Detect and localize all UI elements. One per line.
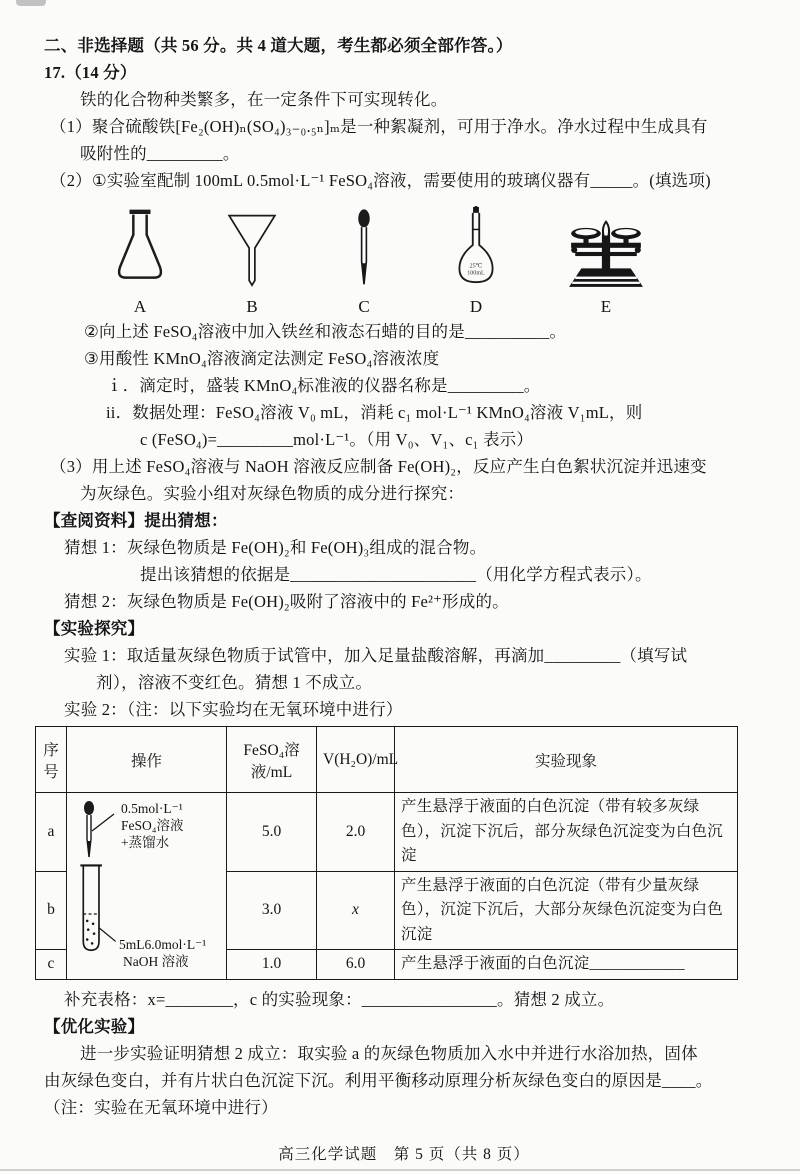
row-b-phenomenon: 产生悬浮于液面的白色沉淀（带有少量灰绿色），沉淀下沉后，大部分灰绿色沉淀变为白色沉淀 xyxy=(395,871,738,950)
experiment2-intro: 实验 2：（注：以下实验均在无氧环境中进行） xyxy=(64,700,403,719)
table-supplement-line: 补充表格：x=________，c 的实验现象：________________。猜想 2 成立。 xyxy=(64,989,615,1009)
row-a-id: a xyxy=(36,793,67,872)
experiment-table xyxy=(35,726,738,980)
question-number: 17.（14 分） xyxy=(44,63,137,82)
scan-artifact xyxy=(16,0,46,6)
row-c-water: 6.0 xyxy=(317,950,395,980)
row-c-id: c xyxy=(36,950,67,980)
funnel-icon xyxy=(225,208,279,290)
experiment1-line1: 实验 1：取适量灰绿色物质于试管中，加入足量盐酸溶解，再滴加_________（填写试 xyxy=(64,646,688,665)
glassware-option-a xyxy=(84,202,196,318)
part2-item3-ii-line2: c (FeSO₄)=_________mol·L⁻¹。（用 V₀、V₁、c₁ 表示） xyxy=(140,430,534,449)
part3-line1: （3）用上述 FeSO₄溶液与 NaOH 溶液反应制备 Fe(OH)₂，反应产生白色絮状沉淀并迅速变 xyxy=(50,457,707,476)
glassware-option-c xyxy=(308,202,420,318)
row-c-phenomenon: 产生悬浮于液面的白色沉淀____________ xyxy=(395,950,738,980)
erlenmeyer-flask-icon xyxy=(113,208,167,290)
guess1-basis-line: 提出该猜想的依据是______________________（用化学方程式表示）。 xyxy=(140,565,652,584)
tube-label-line1: 5mL6.0mol·L⁻¹ xyxy=(119,937,207,952)
glassware-label-a: A xyxy=(133,297,147,316)
part1-blank-line: 吸附性的_________。 xyxy=(80,144,240,163)
section-header: 二、非选择题（共 56 分。共 4 道大题，考生都必须全部作答。） xyxy=(44,36,513,55)
glassware-label-d: D xyxy=(469,297,483,316)
page-footer: 高三化学试题 第 5 页（共 8 页） xyxy=(278,1145,530,1163)
row-c-feso4: 1.0 xyxy=(227,950,317,980)
glassware-label-c: C xyxy=(358,297,370,316)
research-header: 【查阅资料】提出猜想： xyxy=(44,511,228,530)
part1-line1: （1）聚合硫酸铁[Fe₂(OH)ₙ(SO₄)₃₋₀.₅ₙ]ₘ是一种絮凝剂，可用于净水。净水过程中生成具有 xyxy=(50,117,708,136)
operation-diagram-cell xyxy=(67,793,227,980)
guess2-line: 猜想 2：灰绿色物质是 Fe(OH)₂吸附了溶液中的 Fe²⁺形成的。 xyxy=(64,592,509,611)
row-a-feso4: 5.0 xyxy=(227,793,317,872)
flask-temp-text: 25℃ xyxy=(469,263,483,270)
header-seq: 序号 xyxy=(36,727,67,793)
row-a-water: 2.0 xyxy=(317,793,395,872)
part2-item2: ②向上述 FeSO₄溶液中加入铁丝和液态石蜡的目的是__________。 xyxy=(84,322,567,341)
part3-line2: 为灰绿色。实验小组对灰绿色物质的成分进行探究： xyxy=(80,484,465,503)
tube-label-line2: NaOH 溶液 xyxy=(123,954,189,969)
row-a-phenomenon: 产生悬浮于液面的白色沉淀（带有较多灰绿色），沉淀下沉后，部分灰绿色沉淀变为白色沉淀 xyxy=(395,793,738,872)
header-water: V(H₂O)/mL xyxy=(317,727,395,793)
experiment1-line2: 剂），溶液不变红色。猜想 1 不成立。 xyxy=(96,673,373,692)
question-intro: 铁的化合物种类繁多，在一定条件下可实现转化。 xyxy=(80,90,448,109)
header-operation: 操作 xyxy=(67,727,227,793)
flask-volume-text: 100mL xyxy=(467,270,485,277)
optimization-line2: 由灰绿色变白，并有片状白色沉淀下沉。利用平衡移动原理分析灰绿色变白的原因是____。 xyxy=(44,1070,713,1090)
table-header-row xyxy=(36,727,738,793)
guess1-line: 猜想 1：灰绿色物质是 Fe(OH)₂和 Fe(OH)₃组成的混合物。 xyxy=(64,538,487,557)
glassware-option-e xyxy=(550,202,662,318)
glassware-label-e: E xyxy=(600,297,612,316)
part2-item3: ③用酸性 KMnO₄溶液滴定法测定 FeSO₄溶液浓度 xyxy=(84,349,440,368)
part2-item3-ii-line1: ii．数据处理：FeSO₄溶液 V₀ mL，消耗 c₁ mol·L⁻¹ KMnO₄溶液 V₁mL，则 xyxy=(106,403,643,422)
dropper-label-line3: +蒸馏水 xyxy=(121,835,170,850)
optimization-line1: 进一步实验证明猜想 2 成立：取实验 a 的灰绿色物质加入水中并进行水浴加热，固体 xyxy=(80,1043,698,1063)
glassware-option-d xyxy=(420,202,532,318)
dropper-icon xyxy=(81,801,117,863)
dropper-label-line2: FeSO₄溶液 xyxy=(121,818,184,833)
volumetric-flask-icon xyxy=(454,206,498,290)
header-phenomenon: 实验现象 xyxy=(395,727,738,793)
dropper-label-line1: 0.5mol·L⁻¹ xyxy=(121,801,183,816)
part2-item3-i: ｉ．滴定时，盛装 KMnO₄标准液的仪器名称是_________。 xyxy=(106,376,541,395)
glassware-figure xyxy=(44,202,764,318)
row-b-feso4: 3.0 xyxy=(227,871,317,950)
glassware-option-b xyxy=(196,202,308,318)
optimization-line3: （注：实验在无氧环境中进行） xyxy=(44,1097,278,1117)
test-tube-icon xyxy=(77,863,119,963)
exploration-header: 【实验探究】 xyxy=(44,619,145,638)
part2-line1: （2）①实验室配制 100mL 0.5mol·L⁻¹ FeSO₄溶液，需要使用的玻璃仪器有_____。(填选项) xyxy=(50,171,711,190)
optimization-header: 【优化实验】 xyxy=(44,1016,145,1036)
row-b-id: b xyxy=(36,871,67,950)
balance-icon xyxy=(566,218,646,290)
table-row xyxy=(36,793,738,872)
scan-edge-line xyxy=(0,1169,800,1171)
header-feso4: FeSO₄溶液/mL xyxy=(227,727,317,793)
dropper-icon xyxy=(355,208,373,290)
glassware-label-b: B xyxy=(246,297,258,316)
row-b-water: x xyxy=(317,871,395,950)
